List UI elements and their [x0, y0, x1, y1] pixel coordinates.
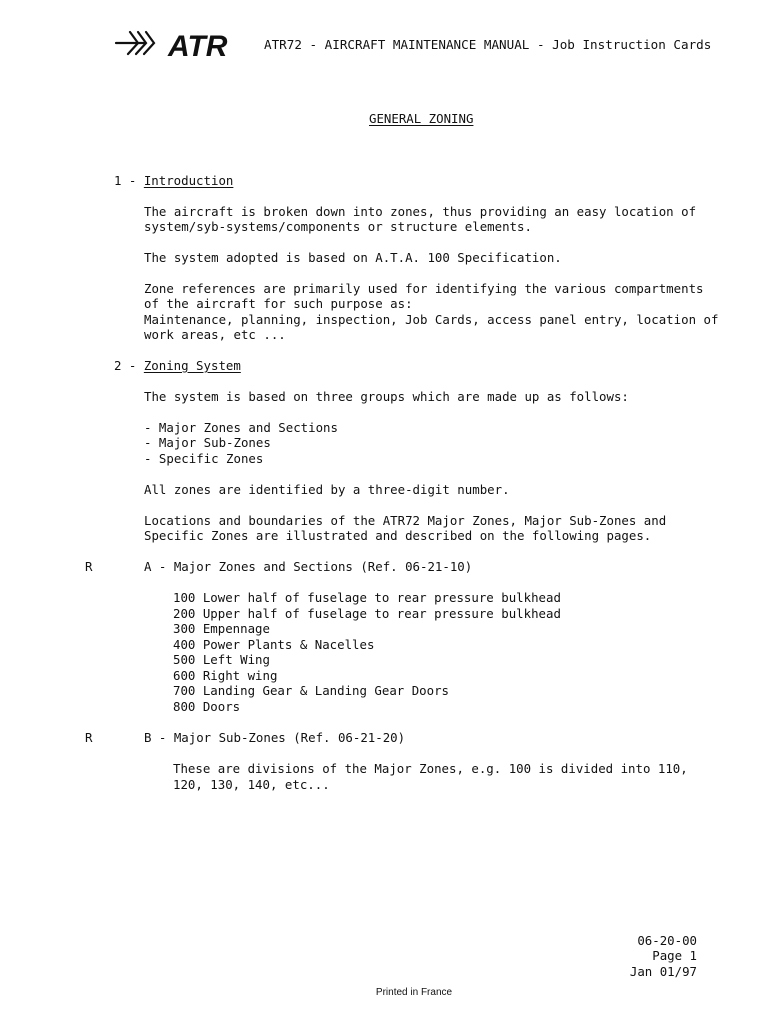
revision-mark: R [85, 730, 93, 745]
intro-paragraph-1-line-2: system/syb-systems/components or structure elements. [144, 219, 532, 234]
intro-paragraph-3-line-1: Zone references are primarily used for identifying the various compartments [144, 281, 704, 296]
locations-line-2: Specific Zones are illustrated and described on the following pages. [144, 528, 652, 543]
intro-paragraph-2: The system adopted is based on A.T.A. 100 Specification. [144, 250, 562, 265]
intro-paragraph-3-line-4: work areas, etc ... [144, 327, 286, 342]
section-1-title: Introduction [143, 173, 234, 188]
zone-row: 100 Lower half of fuselage to rear pressure bulkhead [173, 590, 561, 605]
section-2-heading [114, 358, 241, 374]
section-2-title: Zoning System [143, 358, 241, 373]
logo-text: ATR [168, 30, 228, 62]
zone-row: 300 Empennage [173, 621, 270, 636]
sub-b-title: B - Major Sub-Zones (Ref. 06-21-20) [144, 730, 406, 745]
group-item: - Specific Zones [144, 451, 264, 466]
revision-date: Jan 01/97 [629, 964, 697, 979]
zoning-intro: The system is based on three groups which are made up as follows: [144, 389, 629, 404]
zone-row: 700 Landing Gear & Landing Gear Doors [173, 683, 450, 698]
page-number: Page 1 [652, 948, 697, 963]
group-item: - Major Zones and Sections [144, 420, 338, 435]
sub-a-title: A - Major Zones and Sections (Ref. 06-21-10) [144, 559, 473, 574]
section-1-heading [114, 173, 233, 189]
intro-paragraph-3-line-3: Maintenance, planning, inspection, Job Cards, access panel entry, location of [144, 312, 719, 327]
zone-row: 600 Right wing [173, 668, 278, 683]
intro-paragraph-1-line-1: The aircraft is broken down into zones, thus providing an easy location of [144, 204, 697, 219]
group-item: - Major Sub-Zones [144, 435, 271, 450]
wings-icon [116, 32, 154, 54]
section-1-number: 1 - [114, 173, 144, 188]
header-title: ATR72 - AIRCRAFT MAINTENANCE MANUAL - Job Instruction Cards [264, 37, 712, 52]
all-zones-text: All zones are identified by a three-digit number. [144, 482, 510, 497]
revision-mark: R [85, 559, 93, 574]
doc-reference: 06-20-00 [637, 933, 697, 948]
page-title: GENERAL ZONING [369, 111, 474, 126]
section-2-number: 2 - [114, 358, 144, 373]
printed-in-france: Printed in France [375, 987, 453, 998]
sub-b-text-line-2: 120, 130, 140, etc... [173, 777, 330, 792]
zone-row: 800 Doors [173, 699, 241, 714]
sub-b-text-line-1: These are divisions of the Major Zones, e.g. 100 is divided into 110, [173, 761, 688, 776]
zone-row: 400 Power Plants & Nacelles [173, 637, 375, 652]
zone-row: 500 Left Wing [173, 652, 270, 667]
locations-line-1: Locations and boundaries of the ATR72 Major Zones, Major Sub-Zones and [144, 513, 667, 528]
atr-logo [114, 26, 242, 62]
zone-row: 200 Upper half of fuselage to rear pressure bulkhead [173, 606, 561, 621]
intro-paragraph-3-line-2: of the aircraft for such purpose as: [144, 296, 413, 311]
